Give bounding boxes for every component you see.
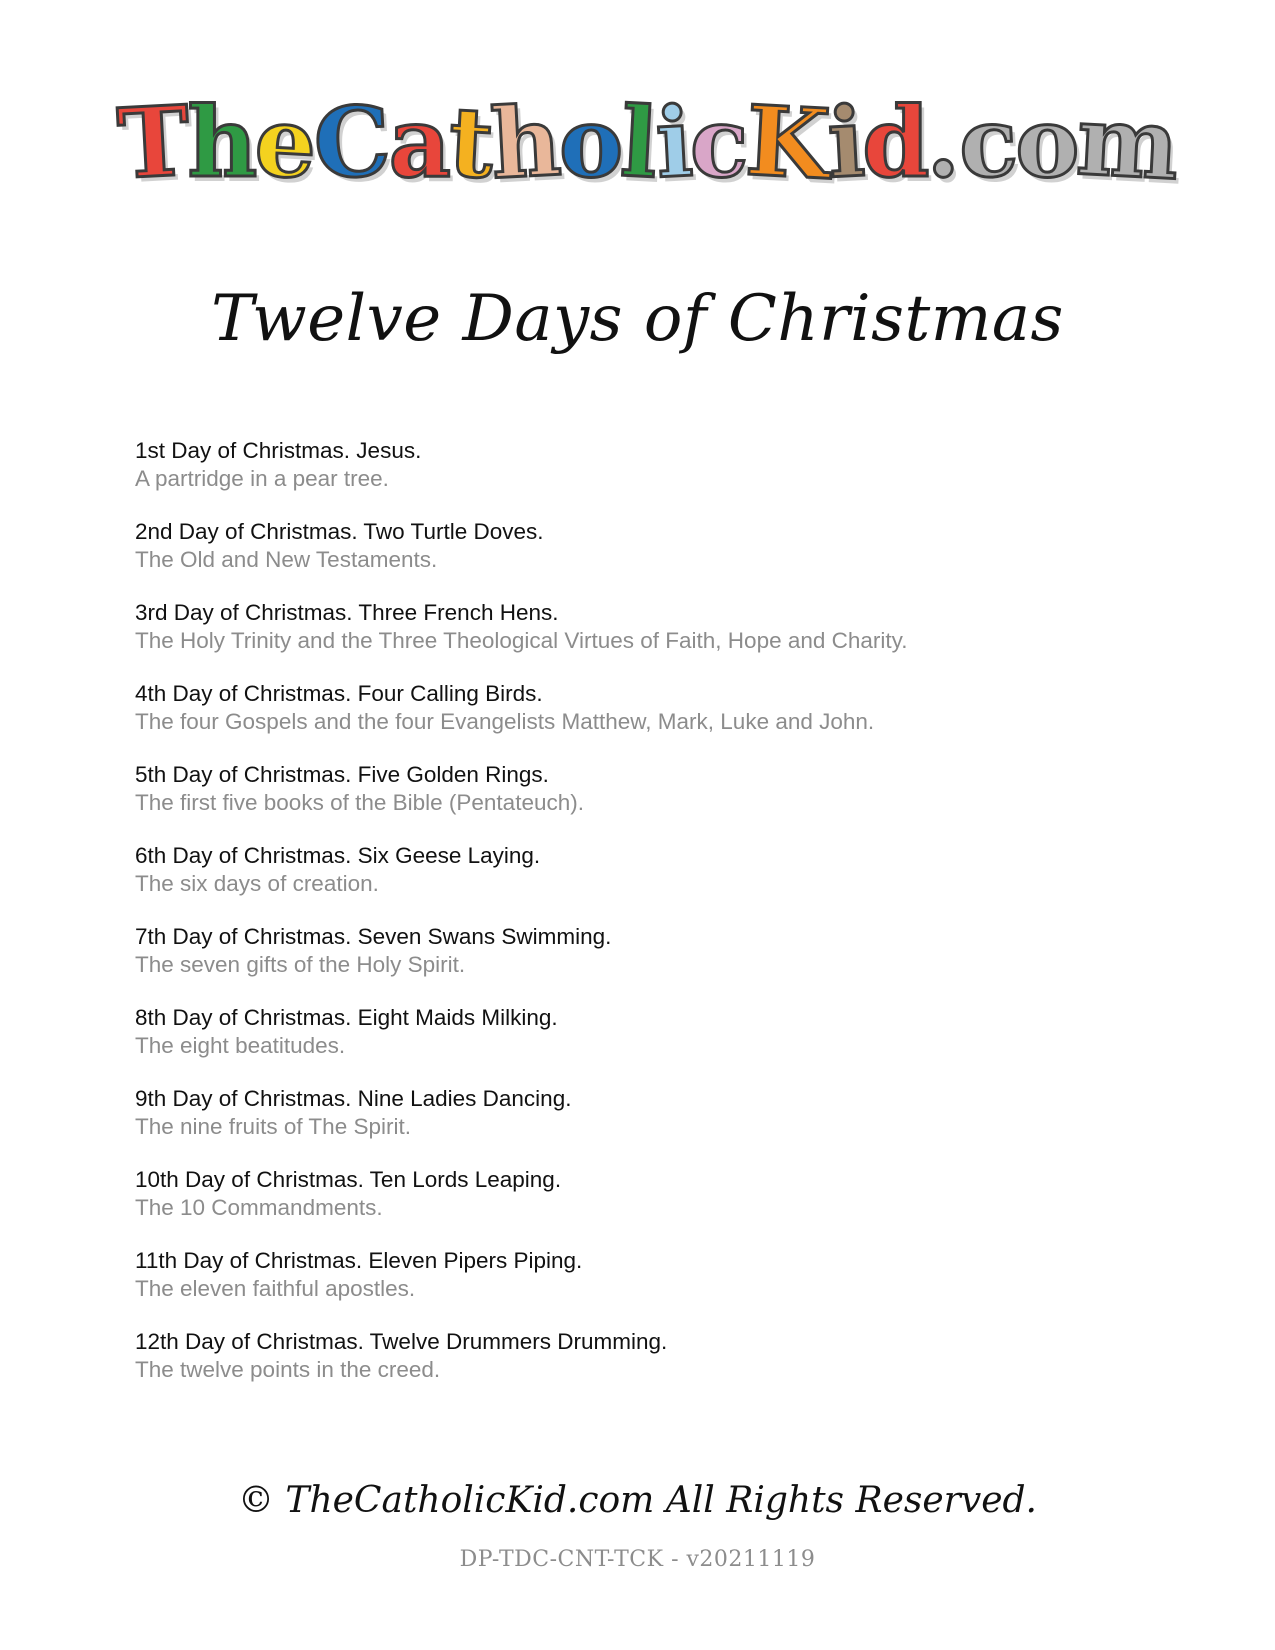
day-heading: 11th Day of Christmas. Eleven Pipers Piping. [135, 1248, 583, 1273]
logo-letter: C [311, 84, 392, 201]
day-meaning: The twelve points in the creed. [135, 1357, 441, 1382]
list-item [135, 761, 1135, 842]
day-meaning: The Holy Trinity and the Three Theological Virtues of Faith, Hope and Charity. [135, 628, 908, 653]
day-meaning: The six days of creation. [135, 871, 379, 896]
day-heading: 3rd Day of Christmas. Three French Hens. [135, 600, 559, 625]
day-meaning: The 10 Commandments. [135, 1195, 383, 1220]
day-meaning: A partridge in a pear tree. [135, 466, 389, 491]
list-item [135, 680, 1135, 761]
list-item [135, 437, 1135, 518]
day-meaning: The eleven faithful apostles. [135, 1276, 416, 1301]
logo-letter: e [252, 84, 318, 201]
page-title: Twelve Days of Christmas [211, 282, 1064, 356]
logo-letter: t [446, 84, 495, 201]
logo-letter: a [388, 86, 449, 199]
day-heading: 2nd Day of Christmas. Two Turtle Doves. [135, 519, 544, 544]
list-item [135, 1085, 1135, 1166]
list-item [135, 599, 1135, 680]
day-meaning: The Old and New Testaments. [135, 547, 438, 572]
logo-letter: i [824, 85, 866, 200]
logo-letter: o [559, 86, 622, 199]
logo-letter: i [652, 85, 693, 200]
site-logo [115, 83, 1180, 202]
list-item [135, 923, 1135, 1004]
day-heading: 4th Day of Christmas. Four Calling Birds. [135, 681, 543, 706]
logo-letter: l [618, 85, 659, 200]
logo-letter: d [862, 86, 928, 199]
day-heading: 12th Day of Christmas. Twelve Drummers Drumming. [135, 1329, 668, 1354]
list-item [135, 518, 1135, 599]
list-item [135, 1247, 1135, 1328]
day-heading: 10th Day of Christmas. Ten Lords Leaping. [135, 1167, 562, 1192]
logo-letter: . [924, 85, 962, 200]
logo-letter: c [955, 84, 1019, 201]
list-item [135, 842, 1135, 923]
logo-letter: c [690, 86, 747, 199]
day-heading: 9th Day of Christmas. Nine Ladies Dancing. [135, 1086, 572, 1111]
day-meaning: The eight beatitudes. [135, 1033, 346, 1058]
day-heading: 6th Day of Christmas. Six Geese Laying. [135, 843, 541, 868]
day-meaning: The first five books of the Bible (Pentateuch). [135, 790, 584, 815]
list-item [135, 1004, 1135, 1085]
list-item [135, 1328, 1135, 1409]
day-heading: 7th Day of Christmas. Seven Swans Swimming. [135, 924, 612, 949]
copyright-notice: © TheCatholicKid.com All Rights Reserved. [237, 1480, 1037, 1521]
logo-letter: h [488, 84, 562, 201]
logo-letter: h [187, 86, 256, 199]
logo-letter: K [743, 83, 831, 202]
day-meaning: The seven gifts of the Holy Spirit. [135, 952, 466, 977]
logo-letter: T [115, 84, 191, 201]
day-heading: 5th Day of Christmas. Five Golden Rings. [135, 762, 549, 787]
logo-letter: m [1074, 83, 1180, 202]
document-version: DP-TDC-CNT-TCK - v20211119 [459, 1547, 816, 1572]
day-meaning: The four Gospels and the four Evangelists Matthew, Mark, Luke and John. [135, 709, 875, 734]
days-list [135, 437, 1135, 1409]
day-heading: 8th Day of Christmas. Eight Maids Milking. [135, 1005, 558, 1030]
list-item [135, 1166, 1135, 1247]
logo-letter: o [1015, 86, 1078, 199]
day-meaning: The nine fruits of The Spirit. [135, 1114, 411, 1139]
day-heading: 1st Day of Christmas. Jesus. [135, 438, 422, 463]
